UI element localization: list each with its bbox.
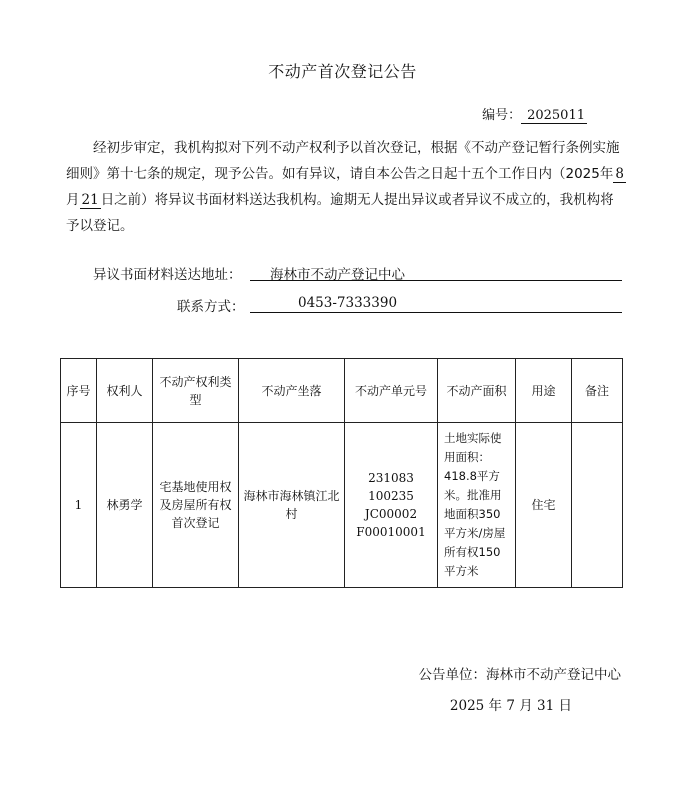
- notice-title: 不动产首次登记公告: [268, 62, 417, 81]
- notice-body-part1: 经初步审定，我机构拟对下列不动产权利予以首次登记，根据《不动产登记暂行条例实施细则》第十七条的规定，现予公告。如有异议，请自本公告之日起十五个工作日内（2025年: [66, 140, 620, 182]
- document-number-label: 编号：: [482, 108, 522, 123]
- document-number-value: 2025011: [521, 108, 587, 124]
- document-number: [482, 104, 587, 124]
- issuing-organization: 公告单位：海林市不动产登记中心: [418, 667, 621, 683]
- registration-table: [60, 358, 623, 588]
- notice-body: [66, 135, 626, 239]
- table-row: [61, 423, 623, 588]
- deadline-month-unit: 月: [66, 192, 80, 208]
- header-remark: 备注: [572, 359, 623, 423]
- header-use: 用途: [516, 359, 572, 423]
- header-area: 不动产面积: [438, 359, 516, 423]
- cell-use: 住宅: [516, 423, 572, 588]
- header-right-type: 不动产权利类型: [153, 359, 239, 423]
- objection-address-value: 海林市不动产登记中心: [270, 267, 405, 283]
- contact-label: 联系方式：: [177, 299, 245, 315]
- table-header-row: [61, 359, 623, 423]
- contact-value: 0453-7333390: [298, 295, 398, 311]
- header-unit-no: 不动产单元号: [345, 359, 438, 423]
- cell-unit-no: 231083 100235 JC00002 F00010001: [345, 423, 438, 588]
- issue-date: 2025 年 7 月 31 日: [449, 698, 572, 714]
- objection-address-label: 异议书面材料送达地址：: [93, 267, 242, 283]
- deadline-day: 21: [81, 192, 99, 208]
- notice-body-part2: 日之前）将异议书面材料送达我机构。逾期无人提出异议或者异议不成立的，我机构将予以登记。: [66, 192, 614, 234]
- header-location: 不动产坐落: [239, 359, 345, 423]
- cell-location: 海林市海林镇江北村: [239, 423, 345, 588]
- contact-underline: [250, 312, 622, 313]
- cell-holder: 林勇学: [97, 423, 153, 588]
- header-no: 序号: [61, 359, 97, 423]
- cell-remark: [572, 423, 623, 588]
- cell-right-type: 宅基地使用权及房屋所有权首次登记: [153, 423, 239, 588]
- cell-no: 1: [61, 423, 97, 588]
- header-holder: 权利人: [97, 359, 153, 423]
- deadline-month: 8: [615, 166, 624, 182]
- cell-area: 土地实际使用面积：418.8平方米。批准用地面积350平方米/房屋所有权150平方米: [438, 423, 516, 588]
